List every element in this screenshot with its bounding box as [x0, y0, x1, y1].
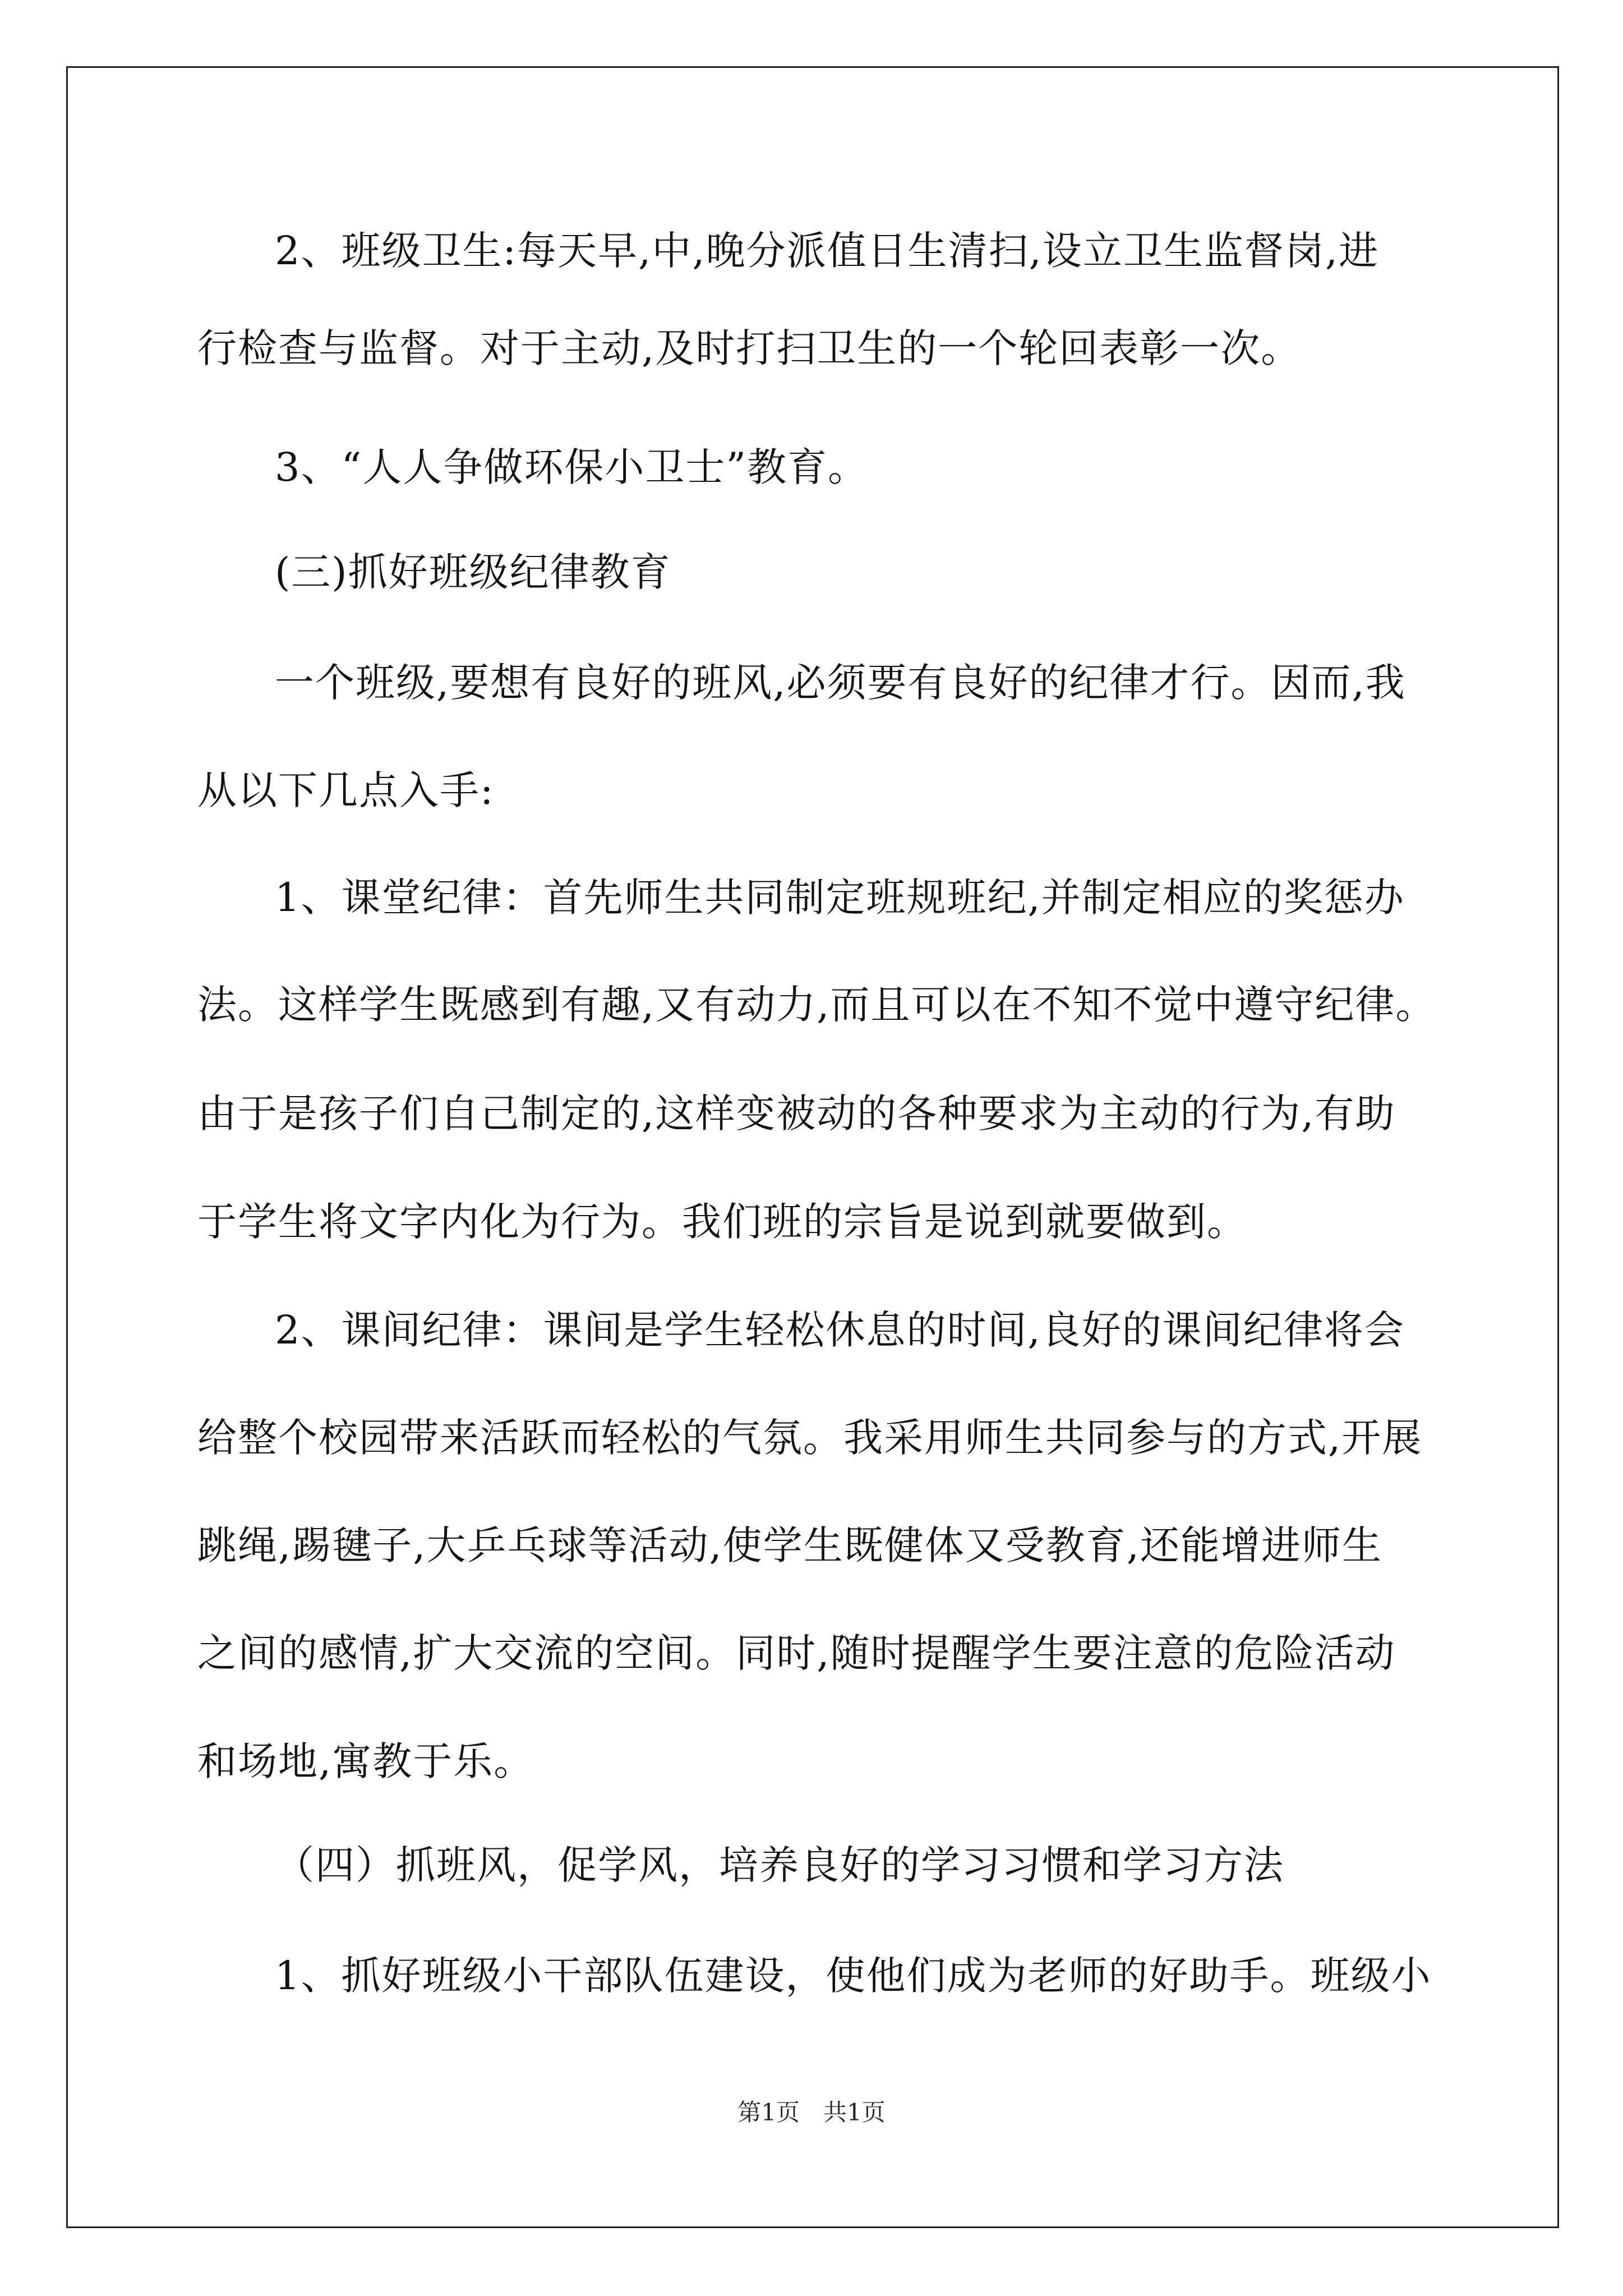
line-text: 一个班级,要想有良好的班风,必须要有良好的纪律才行。因而,我: [275, 660, 1406, 706]
line-text: 从以下几点入手:: [197, 767, 495, 813]
line-text: 2、课间纪律：课间是学生轻松休息的时间,良好的课间纪律将会: [275, 1307, 1405, 1353]
line-text: 和场地,寓教于乐。: [197, 1738, 534, 1784]
line-text: 给整个校园带来活跃而轻松的气氛。我采用师生共同参与的方式,开展: [197, 1415, 1423, 1461]
line-text: 3、“人人争做环保小卫士”教育。: [275, 444, 869, 490]
page-number-footer: 第1页 共1页: [737, 2099, 886, 2126]
line-text: 跳绳,踢毽子,大乒乓球等活动,使学生既健体又受教育,还能增进师生: [197, 1522, 1383, 1568]
line-text: 1、抓好班级小干部队伍建设，使他们成为老师的好助手。班级小: [275, 1953, 1432, 1999]
section-heading: (三)抓好班级纪律教育: [275, 549, 671, 595]
line-text: 之间的感情,扩大交流的空间。同时,随时提醒学生要注意的危险活动: [197, 1630, 1396, 1676]
line-text: 法。这样学生既感到有趣,又有动力,而且可以在不知不觉中遵守纪律。: [197, 982, 1436, 1028]
line-text: 2、班级卫生:每天早,中,晚分派值日生清扫,设立卫生监督岗,进: [275, 228, 1380, 274]
line-text: 行检查与监督。对于主动,及时打扫卫生的一个轮回表彰一次。: [197, 325, 1302, 371]
line-text: 由于是孩子们自己制定的,这样变被动的各种要求为主动的行为,有助: [197, 1091, 1396, 1137]
page-border: [66, 66, 1559, 2228]
section-heading: （四）抓班风，促学风，培养良好的学习习惯和学习方法: [275, 1842, 1284, 1888]
line-text: 于学生将文字内化为行为。我们班的宗旨是说到就要做到。: [197, 1199, 1247, 1245]
line-text: 1、课堂纪律：首先师生共同制定班规班纪,并制定相应的奖惩办: [275, 875, 1405, 921]
